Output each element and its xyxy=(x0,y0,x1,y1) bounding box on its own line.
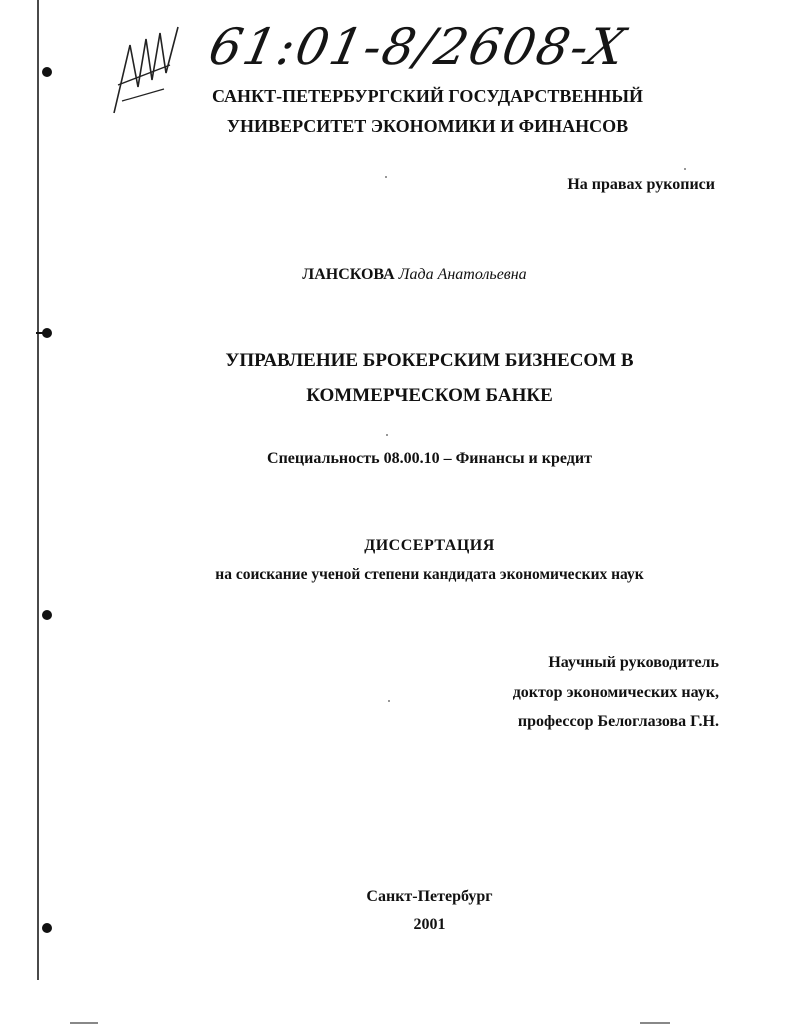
supervisor-degree: доктор экономических наук, xyxy=(512,684,719,701)
scan-edge-mark xyxy=(70,1022,98,1024)
author-name xyxy=(0,266,799,284)
scan-edge-mark xyxy=(640,1022,670,1024)
city-line: Санкт-Петербург xyxy=(366,888,493,905)
university-name-line1: САНКТ-ПЕТЕРБУРГСКИЙ ГОСУДАРСТВЕННЫЙ xyxy=(211,86,644,106)
scan-speck xyxy=(386,434,388,436)
university-name-line2: УНИВЕРСИТЕТ ЭКОНОМИКИ И ФИНАНСОВ xyxy=(226,116,629,136)
work-type-heading: ДИССЕРТАЦИЯ xyxy=(364,537,495,554)
supervisor-name: профессор Белоглазова Г.Н. xyxy=(517,713,719,730)
punch-hole-mark xyxy=(42,67,52,77)
punch-hole-mark xyxy=(42,610,52,620)
specialty-line: Специальность 08.00.10 – Финансы и кредит xyxy=(267,450,592,467)
handwritten-shelf-mark: 61:01-8/2608-X xyxy=(203,18,632,76)
binding-edge-line xyxy=(37,0,39,980)
thesis-title-line2: КОММЕРЧЕСКОМ БАНКЕ xyxy=(306,385,553,406)
thesis-title-line1: УПРАВЛЕНИЕ БРОКЕРСКИМ БИЗНЕСОМ В xyxy=(225,350,634,371)
scan-speck xyxy=(684,168,686,170)
manuscript-rights-note: На правах рукописи xyxy=(567,176,715,193)
scan-speck xyxy=(388,700,390,702)
author-surname: ЛАНСКОВА xyxy=(302,266,395,283)
author-given-names: Лада Анатольевна xyxy=(398,266,527,283)
scan-speck xyxy=(385,176,387,178)
supervisor-label: Научный руководитель xyxy=(548,654,719,671)
degree-line: на соискание ученой степени кандидата экономических наук xyxy=(215,566,644,583)
year-line: 2001 xyxy=(413,916,446,933)
punch-hole-tick xyxy=(36,332,46,334)
